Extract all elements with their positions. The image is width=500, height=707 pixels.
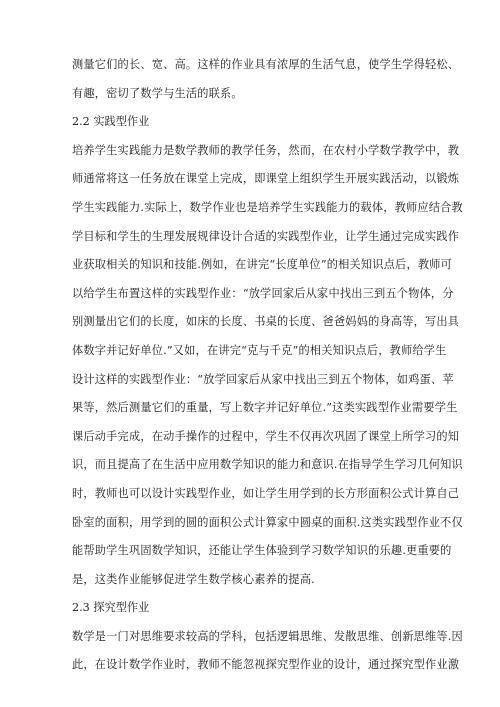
text-line: 培养学生实践能力是数学教师的教学任务，然而，在农村小学数学教学中，教 <box>72 143 460 157</box>
section-heading: 2.3 探究型作业 <box>72 601 150 615</box>
text-line: 果等，然后测量它们的重量，写上数字并记好单位.”这类实践型作业需要学生 <box>72 401 458 415</box>
section-heading: 2.2 实践型作业 <box>72 115 150 129</box>
text-line: 业获取相关的知识和技能.例如，在讲完“长度单位”的相关知识点后，教师可 <box>72 258 452 272</box>
text-line: 以给学生布置这样的实践型作业：“放学回家后从家中找出三到五个物体，分 <box>72 286 454 300</box>
text-line: 时，教师也可以设计实践型作业，如让学生用学到的长方形面积公式计算自己 <box>72 486 460 500</box>
text-line: 体数字并记好单位.”又如，在讲完“克与千克”的相关知识点后，教师给学生 <box>72 343 447 357</box>
text-line: 学生实践能力.实际上，数学作业也是培养学生实践能力的载体，教师应结合教 <box>72 200 463 214</box>
text-line: 别测量出它们的长度，如床的长度、书桌的长度、爸爸妈妈的身高等，写出具 <box>72 315 460 329</box>
text-line: 课后动手完成，在动手操作的过程中，学生不仅再次巩固了课堂上所学习的知 <box>72 429 460 443</box>
text-line: 师通常将这一任务放在课堂上完成，即课堂上组织学生开展实践活动，以锻炼 <box>72 172 460 186</box>
text-line: 设计这样的实践型作业：“放学回家后从家中找出三到五个物体，如鸡蛋、苹 <box>72 372 454 386</box>
text-line: 识，而且提高了在生活中应用数学知识的能力和意识.在指导学生学习几何知识 <box>72 458 463 472</box>
text-line: 卧室的面积，用学到的圆的面积公式计算家中圆桌的面积.这类实践型作业不仅 <box>72 515 463 529</box>
text-line: 数学是一门对思维要求较高的学科，包括逻辑思维、发散思维、创新思维等.因 <box>72 629 463 643</box>
text-line: 学目标和学生的生理发展规律设计合适的实践型作业，让学生通过完成实践作 <box>72 229 460 243</box>
text-line: 测量它们的长、宽、高。这样的作业具有浓厚的生活气息，使学生学得轻松、 <box>72 58 460 71</box>
text-line: 能帮助学生巩固数学知识，还能让学生体验到学习数学知识的乐趣.更重要的 <box>72 544 452 558</box>
text-line: 此，在设计数学作业时，教师不能忽视探究型作业的设计，通过探究型作业激 <box>72 658 460 672</box>
document-body <box>72 58 463 687</box>
text-line: 是，这类作业能够促进学生数学核心素养的提高. <box>72 572 315 586</box>
text-line: 有趣，密切了数学与生活的联系。 <box>72 86 243 100</box>
